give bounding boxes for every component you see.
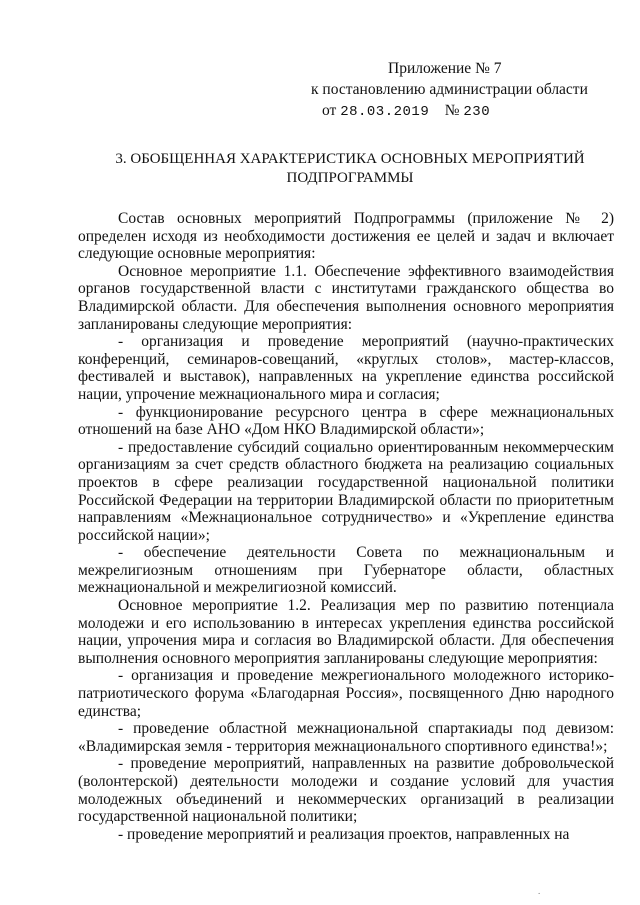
appendix-number-prefix: № [444, 102, 460, 119]
list-item: - проведение мероприятий и реализация проектов, направленных на [118, 825, 570, 843]
appendix-title: Приложение № 7 [388, 60, 502, 77]
section-heading-line1: 3. ОБОБЩЕННАЯ ХАРАКТЕРИСТИКА ОСНОВНЫХ МЕРОПРИЯТИЙ [115, 151, 585, 167]
page-corner-mark: . [538, 886, 541, 896]
paragraph-measure-1-2: Основное мероприятие 1.2. Реализация мер по развитию потенциала молодежи и его использованию в интересах укрепления единства российской нации, упрочения мира и согласия во Владимирской области. Для обеспечения выполнения основного мероприятия запланированы следующие мероприятия: [78, 597, 614, 667]
section-heading-line2: ПОДПРОГРАММЫ [286, 170, 414, 186]
appendix-date: 28.03.2019 [340, 104, 430, 120]
appendix-block [300, 58, 600, 123]
paragraph-measure-1-1: Основное мероприятие 1.1. Обеспечение эффективного взаимодействия органов государственной власти с институтами гражданского общества во Владимирской области. Для обеспечения выполнения основного мероприятия запланированы следующие мероприятия: [78, 262, 614, 333]
appendix-number: 230 [463, 104, 491, 120]
list-item: - организация и проведение мероприятий (научно-практических конференций, семинаров-совещаний, «круглых столов», мастер-классов, фестивалей и выставок), направленных на укрепление единства российской нации, упрочение межнационального мира и согласия; [78, 333, 614, 403]
body-text [78, 210, 614, 843]
list-item: - обеспечение деятельности Совета по межнациональным и межрелигиозным отношениям при Губернаторе области, областных межнациональной и межрелигиозной комиссий. [78, 544, 614, 597]
list-item: - проведение мероприятий, направленных на развитие добровольческой (волонтерской) деятельности молодежи и создание условий для участия молодежных объединений и некоммерческих организаций в реализации государственной национальной политики; [78, 755, 614, 826]
list-item: - функционирование ресурсного центра в сфере межнациональных отношений на базе АНО «Дом НКО Владимирской области»; [78, 403, 614, 439]
appendix-date-line [300, 100, 600, 123]
paragraph-intro: Состав основных мероприятий Подпрограммы (приложение № 2) определен исходя из необходимости достижения ее целей и задач и включает следующие основные мероприятия: [78, 210, 614, 263]
list-item: - организация и проведение межрегионального молодежного историко-патриотического форума «Благодарная Россия», посвященного Дню народного единства; [78, 667, 614, 720]
appendix-date-prefix: от [322, 102, 337, 119]
section-heading [90, 150, 610, 188]
list-item: - проведение областной межнациональной спартакиады под девизом: «Владимирская земля - территория межнационального спортивного единства!»; [78, 720, 614, 755]
list-item: - предоставление субсидий социально ориентированным некоммерческим организациям за счет средств областного бюджета на реализацию социальных проектов в сфере реализации государственной национальной политики Российской Федерации на территории Владимирской области по приоритетным направлениям «Межнациональное сотрудничество» и «Укрепление единства российской нации»; [78, 438, 614, 544]
appendix-subtitle: к постановлению администрации области [311, 81, 588, 98]
